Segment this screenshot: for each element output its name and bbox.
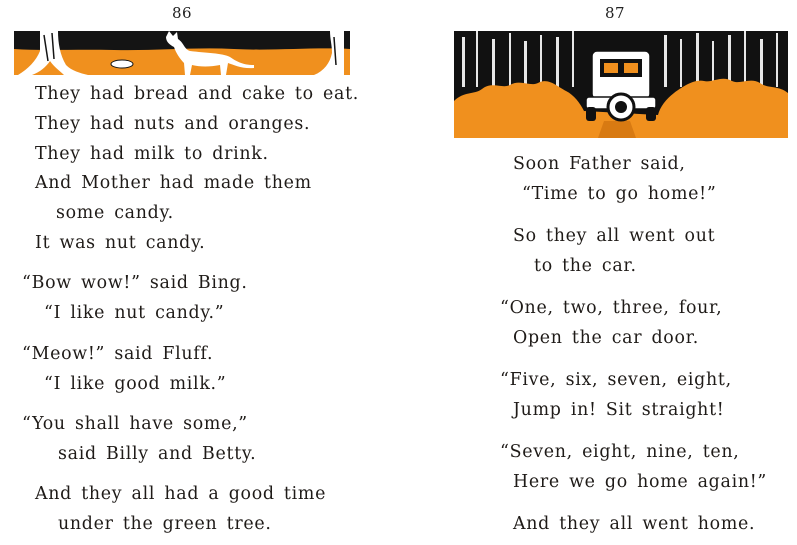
text-line: “I like good milk.” xyxy=(44,374,227,394)
text-line: Jump in! Sit straight! xyxy=(513,400,725,420)
text-line: “Five, six, seven, eight, xyxy=(500,370,732,390)
text-line: said Billy and Betty. xyxy=(58,444,257,464)
text-line: And Mother had made them xyxy=(35,173,312,193)
text-line: “Bow wow!” said Bing. xyxy=(22,273,248,293)
car-in-forest-illustration xyxy=(454,31,788,138)
text-line: So they all went out xyxy=(513,226,716,246)
text-line: And they all went home. xyxy=(513,514,756,534)
text-line: “Time to go home!” xyxy=(522,184,717,204)
text-line: “I like nut candy.” xyxy=(44,303,225,323)
text-line: “You shall have some,” xyxy=(22,414,248,434)
text-line: Here we go home again!” xyxy=(513,472,768,492)
text-line: Open the car door. xyxy=(513,328,699,348)
page-number-left: 86 xyxy=(171,4,193,22)
text-line: “One, two, three, four, xyxy=(500,298,723,318)
right-page xyxy=(400,0,797,545)
cat-under-tree-illustration xyxy=(14,31,350,75)
text-line: They had bread and cake to eat. xyxy=(35,84,359,104)
text-line: It was nut candy. xyxy=(35,233,206,253)
text-line: Soon Father said, xyxy=(513,154,686,174)
text-line: They had nuts and oranges. xyxy=(35,114,311,134)
text-line: under the green tree. xyxy=(58,514,272,534)
text-line: “Meow!” said Fluff. xyxy=(22,344,214,364)
text-line: some candy. xyxy=(56,203,174,223)
text-line: “Seven, eight, nine, ten, xyxy=(500,442,740,462)
text-line: They had milk to drink. xyxy=(35,144,269,164)
text-line: to the car. xyxy=(534,256,637,276)
page-number-right: 87 xyxy=(604,4,626,22)
text-line: And they all had a good time xyxy=(35,484,327,504)
